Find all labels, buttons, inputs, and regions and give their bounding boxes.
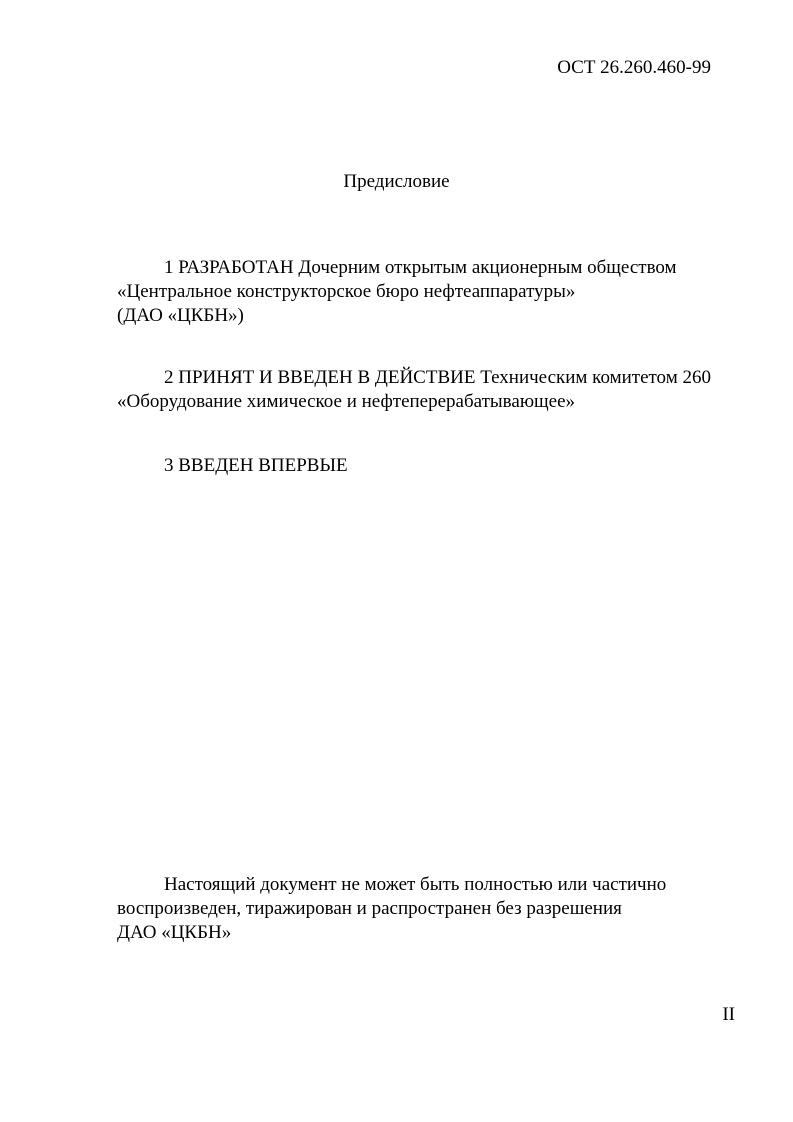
copyright-notice-line-2: воспроизведен, тиражирован и распространен без разрешения [117, 898, 622, 919]
preface-item-1-line-2: «Центральное конструкторское бюро нефтеаппаратуры» [117, 281, 576, 302]
copyright-notice-line-3: ДАО «ЦКБН» [117, 922, 232, 943]
preface-item-1 [117, 256, 737, 328]
document-code: ОСТ 26.260.460-99 [557, 57, 711, 78]
preface-item-2-line-1: 2 ПРИНЯТ И ВВЕДЕН В ДЕЙСТВИЕ Техническим комитетом 260 [164, 367, 711, 388]
preface-item-2-line-2: «Оборудование химическое и нефтеперерабатывающее» [117, 391, 576, 412]
preface-item-1-line-1: 1 РАЗРАБОТАН Дочерним открытым акционерным обществом [164, 257, 677, 278]
preface-item-2 [117, 366, 737, 414]
page-number: II [722, 1004, 735, 1025]
preface-item-1-line-3: (ДАО «ЦКБН») [117, 305, 244, 326]
preface-title: Предисловие [343, 171, 450, 192]
copyright-notice [117, 873, 737, 945]
preface-item-3 [117, 454, 737, 478]
copyright-notice-line-1: Настоящий документ не может быть полностью или частично [164, 874, 667, 895]
preface-item-3-line-1: 3 ВВЕДЕН ВПЕРВЫЕ [164, 455, 348, 476]
